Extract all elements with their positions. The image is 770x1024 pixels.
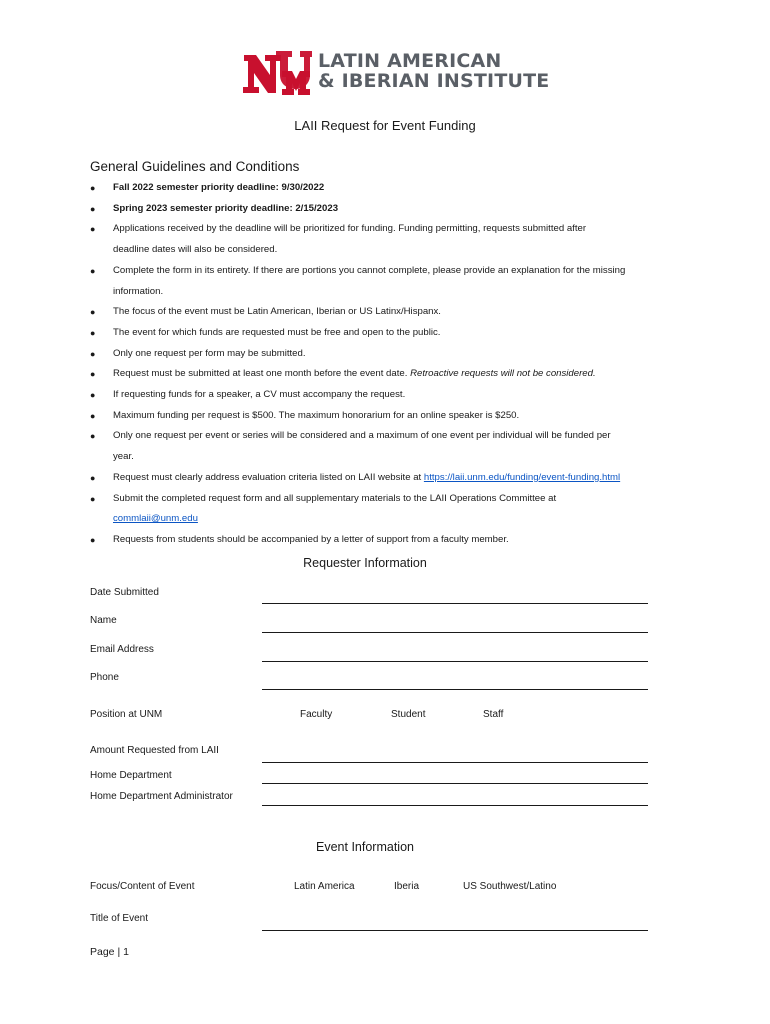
focus-option-latin-america[interactable]: Latin America bbox=[294, 881, 355, 892]
logo-text bbox=[318, 51, 549, 91]
bullet-icon: ● bbox=[90, 369, 96, 380]
name-field[interactable] bbox=[262, 632, 648, 633]
focus-option-us-southwest[interactable]: US Southwest/Latino bbox=[463, 881, 557, 892]
bullet-icon: ● bbox=[90, 224, 96, 235]
list-item: ● Request must be submitted at least one month before the event date. Retroactive requests will not be considered. bbox=[90, 364, 690, 385]
list-item: ● Requests from students should be accompanied by a letter of support from a faculty member. bbox=[90, 530, 690, 551]
date-submitted-label: Date Submitted bbox=[90, 587, 159, 598]
list-item: ● Request must clearly address evaluation criteria listed on LAII website at https://laii.unm.edu/funding/event-funding.html bbox=[90, 468, 690, 489]
bullet-icon: ● bbox=[90, 431, 96, 442]
list-item: ● Applications received by the deadline will be prioritized for funding. Funding permitting, requests submitted after deadline dates will also be considered. bbox=[90, 219, 690, 260]
bullet-icon: ● bbox=[90, 307, 96, 318]
guidelines-list bbox=[90, 178, 690, 551]
amount-field[interactable] bbox=[262, 762, 648, 763]
bullet-icon: ● bbox=[90, 534, 96, 545]
list-item: ● Spring 2023 semester priority deadline: 2/15/2023 bbox=[90, 199, 690, 220]
amount-label: Amount Requested from LAII bbox=[90, 745, 219, 756]
list-item: ● Submit the completed request form and all supplementary materials to the LAII Operations Committee at commlaii@unm.edu bbox=[90, 489, 690, 530]
event-title-label: Title of Event bbox=[90, 913, 148, 924]
bullet-icon: ● bbox=[90, 265, 96, 276]
position-option-student[interactable]: Student bbox=[391, 709, 426, 720]
event-title-field[interactable] bbox=[262, 930, 648, 931]
focus-label: Focus/Content of Event bbox=[90, 881, 195, 892]
date-submitted-field[interactable] bbox=[262, 603, 648, 604]
requester-heading: Requester Information bbox=[303, 556, 427, 570]
bullet-icon: ● bbox=[90, 348, 96, 359]
email-label: Email Address bbox=[90, 644, 154, 655]
bullet-icon: ● bbox=[90, 390, 96, 401]
laii-logo bbox=[242, 47, 549, 95]
email-link[interactable]: commlaii@unm.edu bbox=[113, 513, 198, 525]
phone-label: Phone bbox=[90, 672, 119, 683]
department-label: Home Department bbox=[90, 770, 172, 781]
bullet-icon: ● bbox=[90, 327, 96, 338]
bullet-icon: ● bbox=[90, 472, 96, 483]
phone-field[interactable] bbox=[262, 689, 648, 690]
position-label: Position at UNM bbox=[90, 709, 163, 720]
administrator-label: Home Department Administrator bbox=[90, 791, 233, 802]
laii-website-link[interactable]: https://laii.unm.edu/funding/event-funding.html bbox=[423, 471, 621, 483]
position-option-staff[interactable]: Staff bbox=[483, 709, 504, 720]
department-field[interactable] bbox=[262, 783, 648, 784]
unm-logo-icon bbox=[242, 47, 312, 95]
logo-line-1: LATIN AMERICAN bbox=[318, 50, 502, 72]
administrator-field[interactable] bbox=[262, 805, 648, 806]
event-heading: Event Information bbox=[316, 840, 414, 854]
list-item: ● The event for which funds are requested must be free and open to the public. bbox=[90, 323, 690, 344]
list-item: ● Only one request per form may be submitted. bbox=[90, 344, 690, 365]
document-title: LAII Request for Event Funding bbox=[294, 118, 476, 133]
list-item: ● Complete the form in its entirety. If there are portions you cannot complete, please provide an explanation for the missing information. bbox=[90, 261, 690, 302]
list-item: ● The focus of the event must be Latin American, Iberian or US Latinx/Hispanx. bbox=[90, 302, 690, 323]
guidelines-heading: General Guidelines and Conditions bbox=[90, 159, 300, 174]
bullet-icon: ● bbox=[90, 410, 96, 421]
bullet-icon: ● bbox=[90, 493, 96, 504]
page-number: Page | 1 bbox=[90, 946, 129, 958]
bullet-icon: ● bbox=[90, 203, 96, 214]
list-item: ● Only one request per event or series will be considered and a maximum of one event per individual will be funded per year. bbox=[90, 426, 690, 467]
bullet-icon: ● bbox=[90, 183, 96, 193]
email-field[interactable] bbox=[262, 661, 648, 662]
position-option-faculty[interactable]: Faculty bbox=[300, 709, 333, 720]
name-label: Name bbox=[90, 615, 117, 626]
list-item: ● Fall 2022 semester priority deadline: 9/30/2022 bbox=[90, 178, 690, 199]
logo-line-2: & IBERIAN INSTITUTE bbox=[318, 70, 550, 92]
list-item: ● If requesting funds for a speaker, a CV must accompany the request. bbox=[90, 385, 690, 406]
list-item: ● Maximum funding per request is $500. The maximum honorarium for an online speaker is $250. bbox=[90, 406, 690, 427]
focus-option-iberia[interactable]: Iberia bbox=[394, 881, 420, 892]
